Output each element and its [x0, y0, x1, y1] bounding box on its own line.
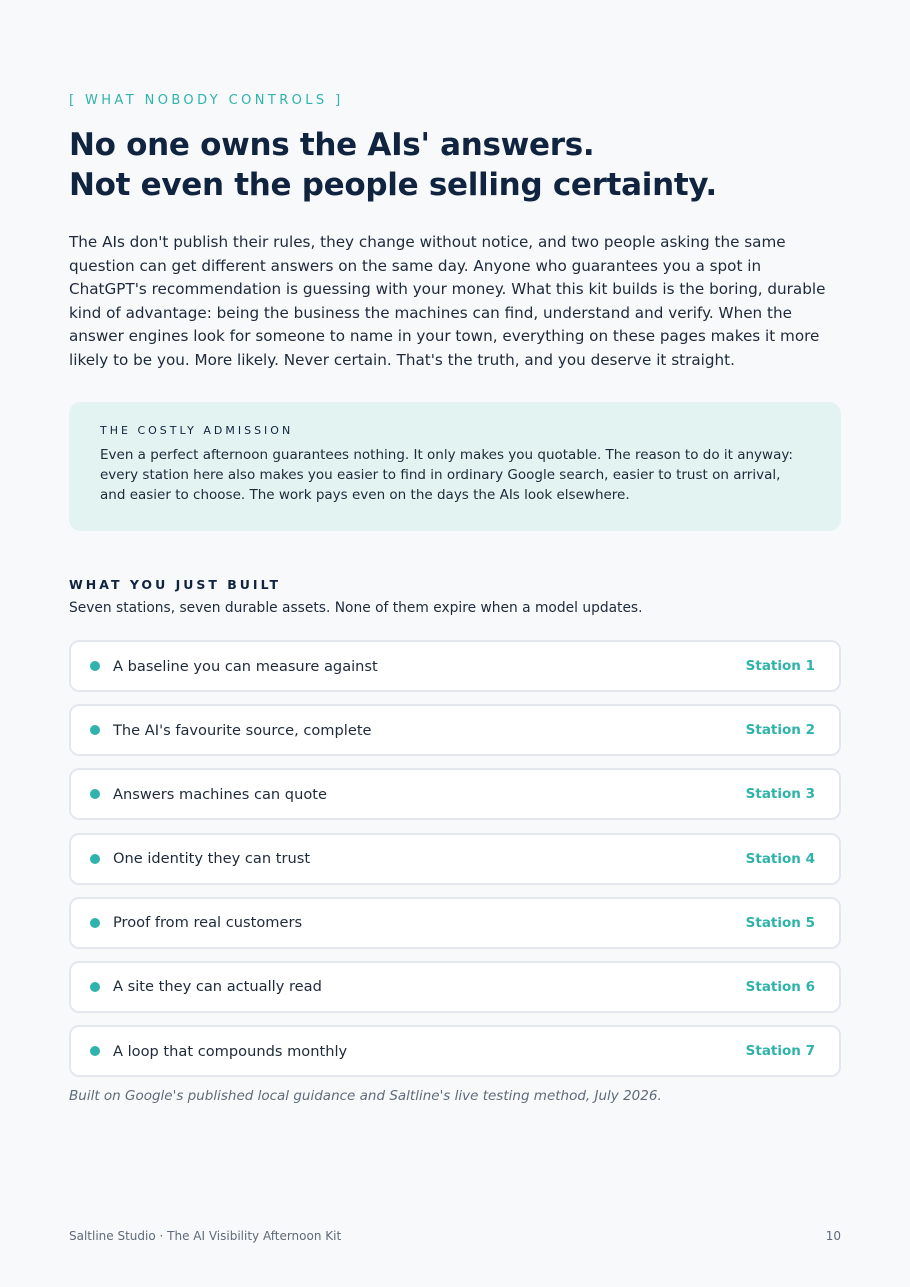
bullet-dot-icon	[90, 918, 100, 928]
station-label: A loop that compounds monthly	[113, 1042, 348, 1060]
station-tag: Station 4	[745, 850, 815, 867]
station-item-1	[69, 640, 841, 692]
source-footnote: Built on Google's published local guidance and Saltline's live testing method, July 2026.	[69, 1088, 662, 1104]
headline-line-1: No one owns the AIs' answers.	[69, 127, 595, 163]
bullet-dot-icon	[90, 789, 100, 799]
station-label: Answers machines can quote	[113, 785, 327, 803]
station-tag: Station 6	[745, 978, 815, 995]
station-tag: Station 1	[745, 658, 815, 674]
station-tag: Station 7	[745, 1043, 815, 1060]
station-label: Proof from real customers	[113, 914, 303, 932]
lead-paragraph: The AIs don't publish their rules, they change without notice, and two people asking the same question can get different answers on the same day. Anyone who guarantees you a spot in ChatGPT's recommendation is guessing with your money. What this kit builds is the boring, durable kind of advantage: being the business the machines can find, understand and verify. When the answer engines look for someone to name in your town, everything on these pages makes it more likely to be you. More likely. Never certain. That's the truth, and you deserve it straight.	[69, 233, 826, 369]
station-item-7	[69, 1025, 841, 1077]
station-label: A site they can actually read	[113, 978, 322, 996]
bullet-dot-icon	[90, 725, 100, 735]
costly-admission-callout	[69, 402, 841, 531]
bullet-dot-icon	[90, 661, 100, 671]
station-item-2	[69, 704, 841, 756]
station-item-4	[69, 833, 841, 885]
section-eyebrow: [ WHAT NOBODY CONTROLS ]	[69, 93, 344, 108]
station-label: A baseline you can measure against	[113, 657, 378, 675]
bullet-dot-icon	[90, 1046, 100, 1056]
built-section-subtitle: Seven stations, seven durable assets. None of them expire when a model updates.	[69, 600, 643, 616]
station-item-3	[69, 768, 841, 820]
footer-publication: Saltline Studio · The AI Visibility Afternoon Kit	[69, 1229, 342, 1243]
headline-line-2: Not even the people selling certainty.	[69, 167, 717, 203]
callout-body: Even a perfect afternoon guarantees nothing. It only makes you quotable. The reason to do it anyway: every station here also makes you easier to find in ordinary Google search, easier to trust on arrival, and easier to choose. The work pays even on the days the AIs look elsewhere.	[100, 447, 793, 503]
station-item-5	[69, 897, 841, 949]
station-item-6	[69, 961, 841, 1013]
bullet-dot-icon	[90, 854, 100, 864]
callout-title: THE COSTLY ADMISSION	[100, 424, 294, 437]
station-tag: Station 2	[745, 722, 815, 739]
station-label: One identity they can trust	[113, 850, 311, 868]
built-section-title: WHAT YOU JUST BUILT	[69, 577, 281, 592]
stations-list	[69, 640, 841, 1089]
station-label: The AI's favourite source, complete	[113, 721, 372, 739]
page-number: 10	[825, 1229, 841, 1243]
bullet-dot-icon	[90, 982, 100, 992]
station-tag: Station 5	[745, 914, 815, 931]
page-headline	[69, 125, 717, 205]
station-tag: Station 3	[745, 786, 815, 803]
